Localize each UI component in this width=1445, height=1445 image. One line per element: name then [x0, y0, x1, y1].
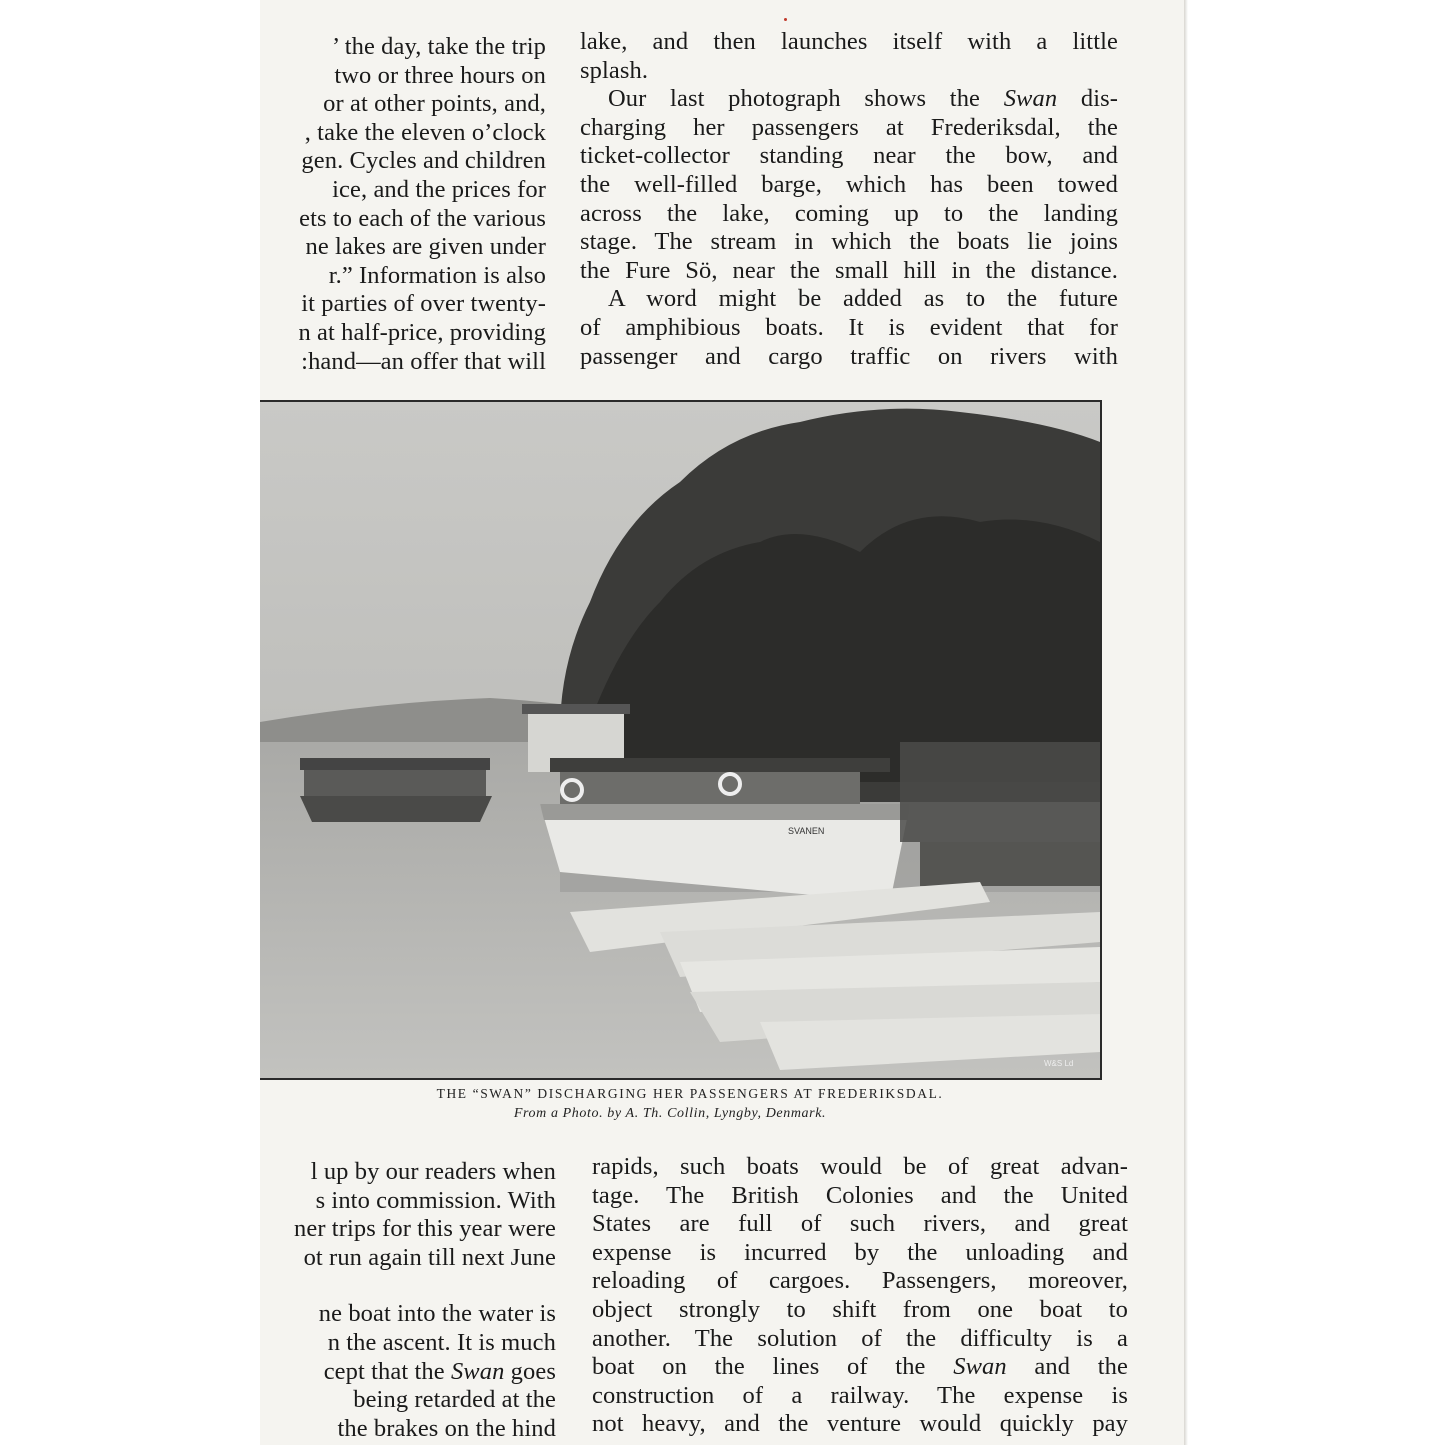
text-line: across the lake, coming up to the landing — [580, 199, 1118, 227]
bottom-right-column — [592, 1153, 1128, 1439]
text-line: the Fure Sö, near the small hill in the distance. — [580, 256, 1118, 284]
text-line: being retarded at the — [353, 1386, 556, 1414]
text-line: r.” Information is also — [328, 261, 546, 289]
text-line: ticket-collector standing near the bow, and — [580, 142, 1118, 170]
text-line: ets to each of the various — [299, 204, 546, 232]
text-line: tage. The British Colonies and the United — [592, 1181, 1128, 1209]
text-line: the well-filled barge, which has been towed — [580, 170, 1118, 198]
text-line: it parties of over twenty- — [301, 290, 546, 318]
text-line: two or three hours on — [334, 61, 546, 89]
swan-italic: Swan — [953, 1353, 1007, 1381]
text-run: and the — [1006, 1353, 1128, 1381]
text-line: ner trips for this year were — [294, 1215, 556, 1243]
text-line: ne lakes are given under — [305, 233, 546, 261]
figure-caption: THE “SWAN” DISCHARGING HER PASSENGERS AT FREDERIKSDAL. — [436, 1086, 944, 1101]
text-line — [592, 1353, 1128, 1382]
page-edge-shadow — [1184, 0, 1188, 1445]
top-left-column — [260, 33, 546, 376]
swan-italic: Swan — [1003, 85, 1058, 113]
text-run: goes — [504, 1357, 556, 1385]
swan-italic: Swan — [450, 1357, 505, 1385]
text-line: , take the eleven o’clock — [304, 118, 546, 146]
text-run: cept that the — [323, 1357, 451, 1385]
text-line: not heavy, and the venture would quickly pay — [592, 1410, 1128, 1438]
text-line: construction of a railway. The expense is — [592, 1381, 1128, 1409]
text-line: n the ascent. It is much — [327, 1328, 556, 1356]
text-line: reloading of cargoes. Passengers, moreover, — [592, 1267, 1128, 1295]
text-line: ot run again till next June — [303, 1243, 556, 1271]
text-line: ice, and the prices for — [332, 175, 546, 203]
text-run: Our last photograph shows the — [608, 85, 1004, 113]
text-line: n at half-price, providing — [298, 318, 546, 346]
text-line: of amphibious boats. It is evident that for — [580, 313, 1118, 341]
text-line: lake, and then launches itself with a little — [580, 28, 1118, 55]
text-line — [260, 1358, 556, 1387]
photo-credit: From a Photo. by A. Th. Collin, Lyngby, Denmark. — [513, 1106, 827, 1121]
text-line: l up by our readers when — [310, 1158, 556, 1185]
text-line: stage. The stream in which the boats lie joins — [580, 228, 1118, 256]
engraver-mark: W&S Ld — [1044, 1059, 1074, 1068]
photograph — [260, 400, 1102, 1080]
text-line: charging her passengers at Frederiksdal, the — [580, 113, 1118, 141]
text-line: passenger and cargo traffic on rivers with — [580, 342, 1118, 370]
text-line: s into commission. With — [315, 1186, 556, 1214]
text-line: object strongly to shift from one boat to — [592, 1295, 1128, 1323]
text-line: rapids, such boats would be of great advan- — [592, 1153, 1128, 1180]
text-line: gen. Cycles and children — [301, 147, 546, 175]
text-line: A word might be added as to the future — [608, 285, 1118, 313]
top-right-column — [580, 28, 1118, 371]
magazine-page — [260, 0, 1184, 1445]
lake-boats-illustration — [260, 402, 1100, 1078]
text-run: boat on the lines of the — [592, 1353, 954, 1381]
text-line: States are full of such rivers, and great — [592, 1210, 1128, 1238]
text-line: ne boat into the water is — [318, 1300, 556, 1328]
text-line: the brakes on the hind — [337, 1414, 556, 1442]
text-line: splash. — [580, 56, 649, 84]
text-line: expense is incurred by the unloading and — [592, 1238, 1128, 1266]
paragraph-gap — [260, 1272, 556, 1300]
text-run: dis- — [1057, 85, 1118, 113]
text-line: another. The solution of the difficulty is a — [592, 1324, 1128, 1352]
text-line: or at other points, and, — [323, 90, 546, 118]
text-line: ’ the day, take the trip — [332, 33, 546, 60]
text-line: :hand—an offer that will — [301, 347, 546, 375]
text-line — [580, 85, 1118, 114]
boat-name-label: SVANEN — [788, 826, 825, 836]
ink-speck — [784, 18, 787, 21]
bottom-left-column — [260, 1158, 556, 1443]
